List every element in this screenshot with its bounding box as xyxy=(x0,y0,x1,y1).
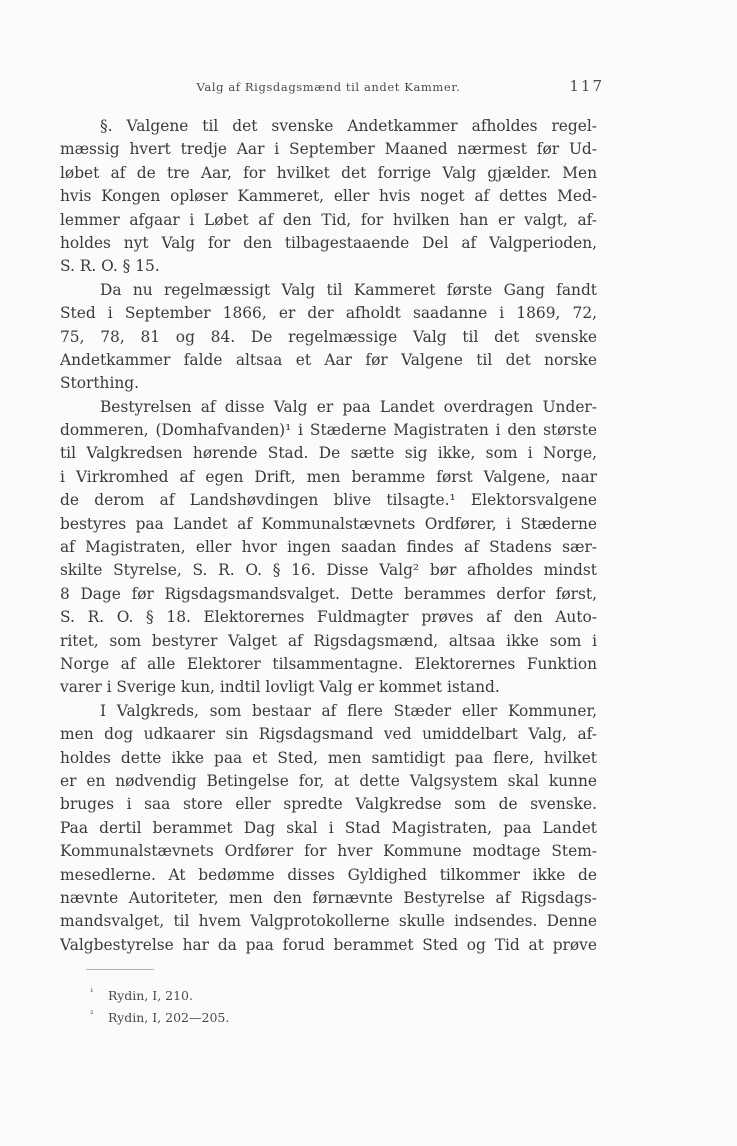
text-line: de derom af Landshøvdingen blive tilsagte.¹ Elektorsvalgene xyxy=(60,491,597,510)
text-line: løbet af de tre Aar, for hvilket det forrige Valg gjælder. Men xyxy=(60,163,597,182)
text-line: Andetkammer falde altsaa et Aar før Valgene til det norske xyxy=(60,350,597,369)
text-line: hvis Kongen opløser Kammeret, eller hvis noget af dettes Med- xyxy=(60,187,597,206)
footnote-divider xyxy=(86,969,154,970)
text-line: I Valgkreds, som bestaar af flere Stæder eller Kommuner, xyxy=(100,701,597,720)
footnote xyxy=(90,985,390,1007)
text-line: nævnte Autoriteter, men den førnævnte Bestyrelse af Rigsdags- xyxy=(60,888,597,907)
text-line: Kommunalstævnets Ordfører for hver Kommune modtage Stem- xyxy=(60,842,597,861)
text-line: 8 Dage før Rigsdagsmandsvalget. Dette berammes derfor først, xyxy=(60,584,597,603)
text-line: i Virkromhed af egen Drift, men beramme først Valgene, naar xyxy=(60,467,597,486)
text-line: mandsvalget, til hvem Valgprotokollerne skulle indsendes. Denne xyxy=(60,912,597,931)
text-line: bruges i saa store eller spredte Valgkredse som de svenske. xyxy=(60,795,597,814)
text-line: §. Valgene til det svenske Andetkammer afholdes regel- xyxy=(100,117,597,135)
text-line: Norge af alle Elektorer tilsammentagne. Elektorernes Funktion xyxy=(60,654,597,673)
text-line: mæssig hvert tredje Aar i September Maaned nærmest før Ud- xyxy=(60,140,597,159)
footnote xyxy=(90,1007,390,1029)
text-line: dommeren, (Domhafvanden)¹ i Stæderne Magistraten i den største xyxy=(60,421,597,440)
text-line: Paa dertil berammet Dag skal i Stad Magistraten, paa Landet xyxy=(60,818,597,837)
text-line: Da nu regelmæssigt Valg til Kammeret første Gang fandt xyxy=(100,280,597,299)
text-line: til Valgkredsen hørende Stad. De sætte sig ikke, som i Norge, xyxy=(60,444,597,463)
text-line: ritet, som bestyrer Valget af Rigsdagsmænd, altsaa ikke som i xyxy=(60,631,597,650)
running-head xyxy=(60,77,604,99)
text-line: er en nødvendig Betingelse for, at dette Valgsystem skal kunne xyxy=(60,771,597,790)
text-line: Bestyrelsen af disse Valg er paa Landet overdragen Under- xyxy=(100,397,597,416)
text-line: af Magistraten, eller hvor ingen saadan findes af Stadens sær- xyxy=(60,538,597,557)
footnotes xyxy=(90,985,390,1029)
footnote-text: Rydin, I, 202—205. xyxy=(108,1010,230,1025)
footnote-mark: ² xyxy=(90,1010,94,1020)
text-line: skilte Styrelse, S. R. O. § 16. Disse Valg² bør afholdes mindst xyxy=(60,561,597,580)
text-line: S. R. O. § 15. xyxy=(60,257,160,276)
text-line: Valgbestyrelse har da paa forud berammet Sted og Tid at prøve xyxy=(60,935,597,954)
text-line: holdes nyt Valg for den tilbagestaaende Del af Valgperioden, xyxy=(60,233,597,252)
text-line: 75, 78, 81 og 84. De regelmæssige Valg til det svenske xyxy=(60,327,597,346)
text-line: mesedlerne. At bedømme disses Gyldighed tilkommer ikke de xyxy=(60,865,597,884)
text-line: men dog udkaarer sin Rigsdagsmand ved umiddelbart Valg, af- xyxy=(60,725,597,744)
text-line: Storthing. xyxy=(60,374,140,393)
page-number: 117 xyxy=(569,77,604,95)
text-line: varer i Sverige kun, indtil lovligt Valg er kommet istand. xyxy=(60,678,500,697)
footnote-mark: ¹ xyxy=(90,988,94,998)
text-line: bestyres paa Landet af Kommunalstævnets Ordfører, i Stæderne xyxy=(60,514,597,533)
text-line: S. R. O. § 18. Elektorernes Fuldmagter prøves af den Auto- xyxy=(60,608,597,627)
footnote-text: Rydin, I, 210. xyxy=(108,988,193,1003)
running-title: Valg af Rigsdagsmænd til andet Kammer. xyxy=(196,80,461,94)
text-line: Sted i September 1866, er der afholdt saadanne i 1869, 72, xyxy=(60,304,597,323)
text-line: holdes dette ikke paa et Sted, men samtidigt paa flere, hvilket xyxy=(60,748,597,767)
body-text xyxy=(60,115,597,957)
text-line: lemmer afgaar i Løbet af den Tid, for hvilken han er valgt, af- xyxy=(60,210,597,229)
